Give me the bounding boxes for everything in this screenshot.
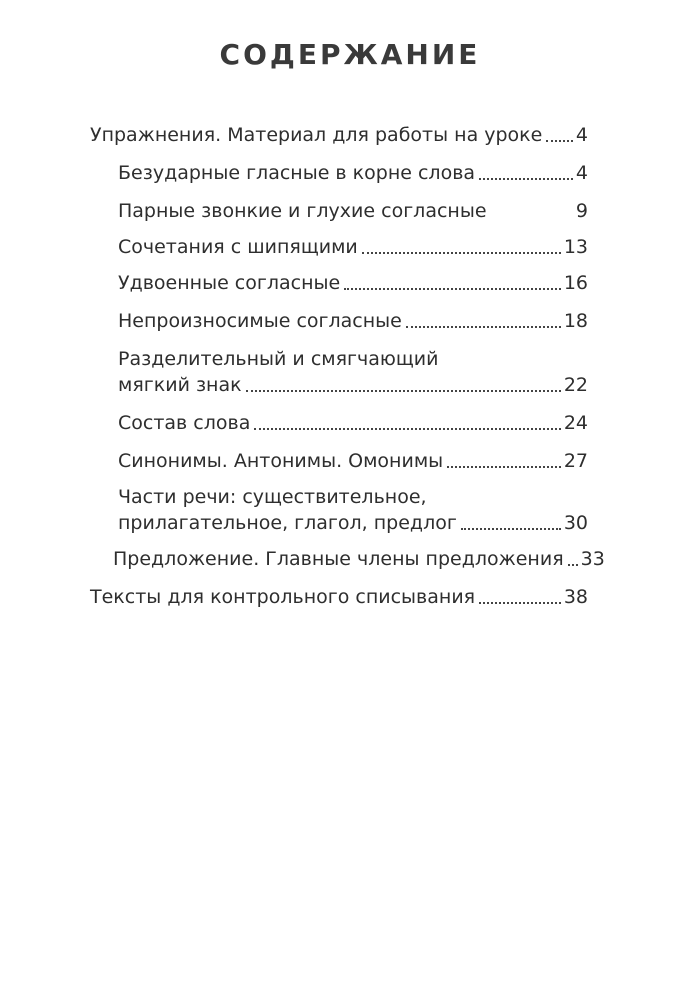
toc-entry-text: мягкий знак: [118, 374, 242, 396]
dot-leader: [344, 288, 561, 290]
toc-entry-text: Удвоенные согласные: [118, 272, 341, 294]
toc-entry: [118, 198, 588, 224]
toc-entry-text: Безударные гласные в корне слова: [118, 162, 476, 184]
dot-leader: [246, 390, 561, 392]
dot-leader: [406, 326, 561, 328]
toc-entry-text-line1: Разделительный и смягчающий: [118, 348, 439, 370]
toc-entry: [118, 308, 588, 334]
toc-entry: [113, 546, 605, 572]
dot-leader: [491, 216, 573, 218]
toc-entry-text: Тексты для контрольного списывания: [90, 586, 476, 608]
toc-entry-page: 38: [563, 586, 588, 608]
dot-leader: [546, 140, 573, 142]
toc-entry-text: Синонимы. Антонимы. Омонимы: [118, 450, 444, 472]
dot-leader: [254, 428, 560, 430]
toc-entry: [118, 160, 588, 186]
toc-entry: [118, 448, 588, 474]
toc-entry-text: Парные звонкие и глухие согласные: [118, 200, 487, 222]
toc-entry-page: 9: [575, 200, 588, 222]
dot-leader: [479, 178, 573, 180]
page-title: СОДЕРЖАНИЕ: [219, 38, 481, 71]
toc-entry-page: 4: [575, 124, 588, 146]
toc-entry-text: Сочетания с шипящими: [118, 236, 358, 258]
toc-entry-page: 4: [575, 162, 588, 184]
toc-entry: [118, 234, 588, 260]
dot-leader: [461, 528, 561, 530]
toc-entry-page: 33: [580, 548, 605, 570]
toc-entry-page: 13: [563, 236, 588, 258]
toc-entry-page: 24: [563, 412, 588, 434]
toc-entry-page: 27: [563, 450, 588, 472]
toc-entry-page: 18: [563, 310, 588, 332]
toc-entry: [118, 484, 588, 536]
toc-entry-text: Упражнения. Материал для работы на уроке: [90, 124, 543, 146]
dot-leader: [362, 252, 561, 254]
toc-entry: [118, 270, 588, 296]
toc-entry-page: 30: [563, 512, 588, 534]
dot-leader: [447, 466, 561, 468]
toc-entry-text-line1: Части речи: существительное,: [118, 486, 427, 508]
toc-entry: [118, 346, 588, 398]
dot-leader: [568, 564, 578, 566]
toc-entry-text: Предложение. Главные члены предложения: [113, 548, 564, 570]
toc-entry-page: 16: [563, 272, 588, 294]
toc-entry: [90, 584, 588, 610]
toc-entry-text: прилагательное, глагол, предлог: [118, 512, 457, 534]
toc-entry-text: Непроизносимые согласные: [118, 310, 402, 332]
toc-entry: [90, 122, 588, 148]
toc-entry-page: 22: [563, 374, 588, 396]
toc-entry: [118, 410, 588, 436]
toc-entry-text: Состав слова: [118, 412, 251, 434]
dot-leader: [479, 602, 561, 604]
